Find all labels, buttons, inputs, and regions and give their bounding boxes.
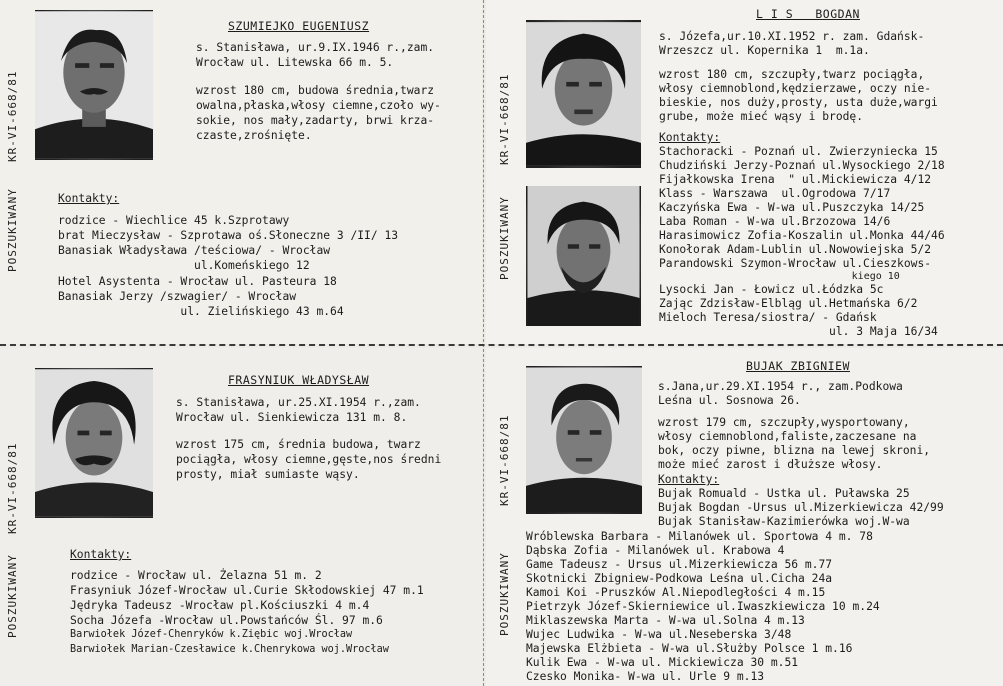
- contact-line: Bujak Stanisław-Kazimierówka woj.W-wa: [658, 515, 910, 528]
- contacts-heading: Kontakty:: [658, 473, 720, 486]
- contact-line: Barwiołek Marian-Czesławice k.Chenrykowa woj.Wrocław: [70, 644, 389, 655]
- contact-line: Mieloch Teresa/siostra/ - Gdańsk: [659, 311, 877, 324]
- suspect-photo-alternate: [526, 186, 641, 326]
- contact-line: Banasiak Jerzy /szwagier/ - Wrocław: [58, 290, 297, 303]
- detail-line: s.Jana,ur.29.XI.1954 r., zam.Podkowa: [658, 380, 903, 393]
- detail-line: s. Stanisława, ur.25.XI.1954 r.,zam.: [176, 396, 421, 409]
- contact-line: Wujec Ludwika - W-wa ul.Neseberska 3/48: [526, 628, 792, 641]
- detail-line: bok, oczy piwne, blizna na lewej skroni,: [658, 444, 931, 457]
- horizontal-cut-line: [0, 344, 1003, 346]
- detail-line: s. Stanisława, ur.9.IX.1946 r.,zam.: [196, 41, 435, 54]
- contacts-heading: Kontakty:: [70, 548, 132, 561]
- wanted-card-bujak: [486, 348, 1003, 686]
- contact-line: Dąbska Zofia - Milanówek ul. Krabowa 4: [526, 544, 785, 557]
- contact-line: Lysocki Jan - Łowicz ul.Łódzka 5c: [659, 283, 884, 296]
- contact-line: brat Mieczysław - Szprotawa oś.Słoneczne 3 /II/ 13: [58, 229, 399, 242]
- wanted-label: POSZUKIWANY: [6, 554, 19, 638]
- contact-line: Fijałkowska Irena " ul.Mickiewicza 4/12: [659, 173, 932, 186]
- contact-line: Jędryka Tadeusz -Wrocław pl.Kościuszki 4 m.4: [70, 599, 370, 612]
- wanted-card-szumiejko: [0, 0, 482, 344]
- suspect-photo: [526, 366, 642, 514]
- contacts-heading: Kontakty:: [659, 131, 721, 144]
- contact-line: Chudziński Jerzy-Poznań ul.Wysockiego 2/18: [659, 159, 945, 172]
- contact-line: Miklaszewska Marta - W-wa ul.Solna 4 m.13: [526, 614, 805, 627]
- contact-line: rodzice - Wrocław ul. Żelazna 51 m. 2: [70, 569, 322, 582]
- contact-line: Klass - Warszawa ul.Ogrodowa 7/17: [659, 187, 891, 200]
- detail-line: wzrost 179 cm, szczupły,wysportowany,: [658, 416, 910, 429]
- contact-line: Kulik Ewa - W-wa ul. Mickiewicza 30 m.51: [526, 656, 799, 669]
- contact-line: Skotnicki Zbigniew-Podkowa Leśna ul.Cicha 24a: [526, 572, 833, 585]
- case-number-label: KR-VI-668/81: [498, 73, 511, 165]
- contact-line: Wróblewska Barbara - Milanówek ul. Sportowa 4 m. 78: [526, 530, 873, 543]
- contact-line: rodzice - Wiechlice 45 k.Szprotawy: [58, 214, 290, 227]
- suspect-photo: [35, 368, 153, 518]
- detail-line: Wrocław ul. Litewska 66 m. 5.: [196, 56, 394, 69]
- detail-line: może mieć zarost i dłuższe włosy.: [658, 458, 883, 471]
- contact-line: Pietrzyk Józef-Skierniewice ul.Iwaszkiewicza 10 m.24: [526, 600, 880, 613]
- contact-line: kiego 10: [659, 271, 900, 282]
- wanted-label: POSZUKIWANY: [498, 552, 511, 636]
- contact-line: Kamoi Koi -Pruszków Al.Niepodległości 4 m.15: [526, 586, 826, 599]
- contacts-heading: Kontakty:: [58, 192, 120, 205]
- contact-line: Laba Roman - W-wa ul.Brzozowa 14/6: [659, 215, 891, 228]
- contact-line: Zając Zdzisław-Elbląg ul.Hetmańska 6/2: [659, 297, 918, 310]
- detail-line: wzrost 180 cm, budowa średnia,twarz: [196, 84, 435, 97]
- contact-line: Harasimowicz Zofia-Koszalin ul.Monka 44/46: [659, 229, 945, 242]
- contact-line: Konołorak Adam-Lublin ul.Nowowiejska 5/2: [659, 243, 932, 256]
- suspect-name: BUJAK ZBIGNIEW: [746, 359, 850, 373]
- detail-line: Leśna ul. Sosnowa 26.: [658, 394, 801, 407]
- contact-line: Hotel Asystenta - Wrocław ul. Pasteura 18: [58, 275, 337, 288]
- contact-line: Bujak Bogdan -Ursus ul.Mizerkiewicza 42/99: [658, 501, 944, 514]
- wanted-card-lis: [486, 0, 1003, 344]
- contact-line: Game Tadeusz - Ursus ul.Mizerkiewicza 56 m.77: [526, 558, 833, 571]
- detail-line: sokie, nos mały,zadarty, brwi krza-: [196, 114, 435, 127]
- wanted-card-frasyniuk: [0, 348, 482, 686]
- detail-line: bieskie, nos duży,prosty, usta duże,wargi: [659, 96, 938, 109]
- detail-line: s. Józefa,ur.10.XI.1952 r. zam. Gdańsk-: [659, 30, 925, 43]
- wanted-label: POSZUKIWANY: [6, 188, 19, 272]
- detail-line: owalna,płaska,włosy ciemne,czoło wy-: [196, 99, 441, 112]
- detail-line: Wrzeszcz ul. Kopernika 1 m.1a.: [659, 44, 870, 57]
- contact-line: Majewska Elżbieta - W-wa ul.Służby Polsce 1 m.16: [526, 642, 853, 655]
- detail-line: pociągła, włosy ciemne,gęste,nos średni: [176, 453, 442, 466]
- case-number-label: KR-VI-668/81: [6, 442, 19, 534]
- case-number-label: KR-VI-668/81: [6, 70, 19, 162]
- detail-line: grube, może mieć wąsy i brodę.: [659, 110, 864, 123]
- contact-line: ul. 3 Maja 16/34: [659, 325, 938, 338]
- vertical-fold-line: [483, 0, 484, 686]
- contact-line: Kaczyńska Ewa - W-wa ul.Puszczyka 14/25: [659, 201, 925, 214]
- contact-line: Socha Józefa -Wrocław ul.Powstańców Śl. 97 m.6: [70, 614, 383, 627]
- detail-line: Wrocław ul. Sienkiewicza 131 m. 8.: [176, 411, 408, 424]
- contact-line: Parandowski Szymon-Wrocław ul.Cieszkows-: [659, 257, 932, 270]
- suspect-name: SZUMIEJKO EUGENIUSZ: [228, 19, 370, 33]
- contact-line: ul. Zielińskiego 43 m.64: [58, 305, 344, 318]
- case-number-label: KR-VI-668/81: [498, 414, 511, 506]
- suspect-name: L I S BOGDAN: [756, 7, 860, 21]
- detail-line: czaste,zrośnięte.: [196, 129, 312, 142]
- contact-line: Frasyniuk Józef-Wrocław ul.Curie Skłodowskiej 47 m.1: [70, 584, 424, 597]
- suspect-photo: [526, 20, 641, 168]
- detail-line: prosty, miał sumiaste wąsy.: [176, 468, 360, 481]
- contact-line: Stachoracki - Poznań ul. Zwierzyniecka 15: [659, 145, 938, 158]
- contact-line: ul.Komeńskiego 12: [58, 259, 310, 272]
- suspect-photo: [35, 10, 153, 160]
- suspect-name: FRASYNIUK WŁADYSŁAW: [228, 373, 370, 387]
- detail-line: włosy ciemnoblond,faliste,zaczesane na: [658, 430, 917, 443]
- detail-line: wzrost 180 cm, szczupły,twarz pociągła,: [659, 68, 925, 81]
- contact-line: Bujak Romuald - Ustka ul. Puławska 25: [658, 487, 910, 500]
- contact-line: Barwiołek Józef-Chenryków k.Ziębic woj.Wrocław: [70, 629, 353, 640]
- wanted-label: POSZUKIWANY: [498, 196, 511, 280]
- contact-line: Czesko Monika- W-wa ul. Urle 9 m.13: [526, 670, 765, 683]
- detail-line: włosy ciemnoblond,kędzierzawe, oczy nie-: [659, 82, 932, 95]
- detail-line: wzrost 175 cm, średnia budowa, twarz: [176, 438, 421, 451]
- contact-line: Banasiak Władysława /teściowa/ - Wrocław: [58, 244, 331, 257]
